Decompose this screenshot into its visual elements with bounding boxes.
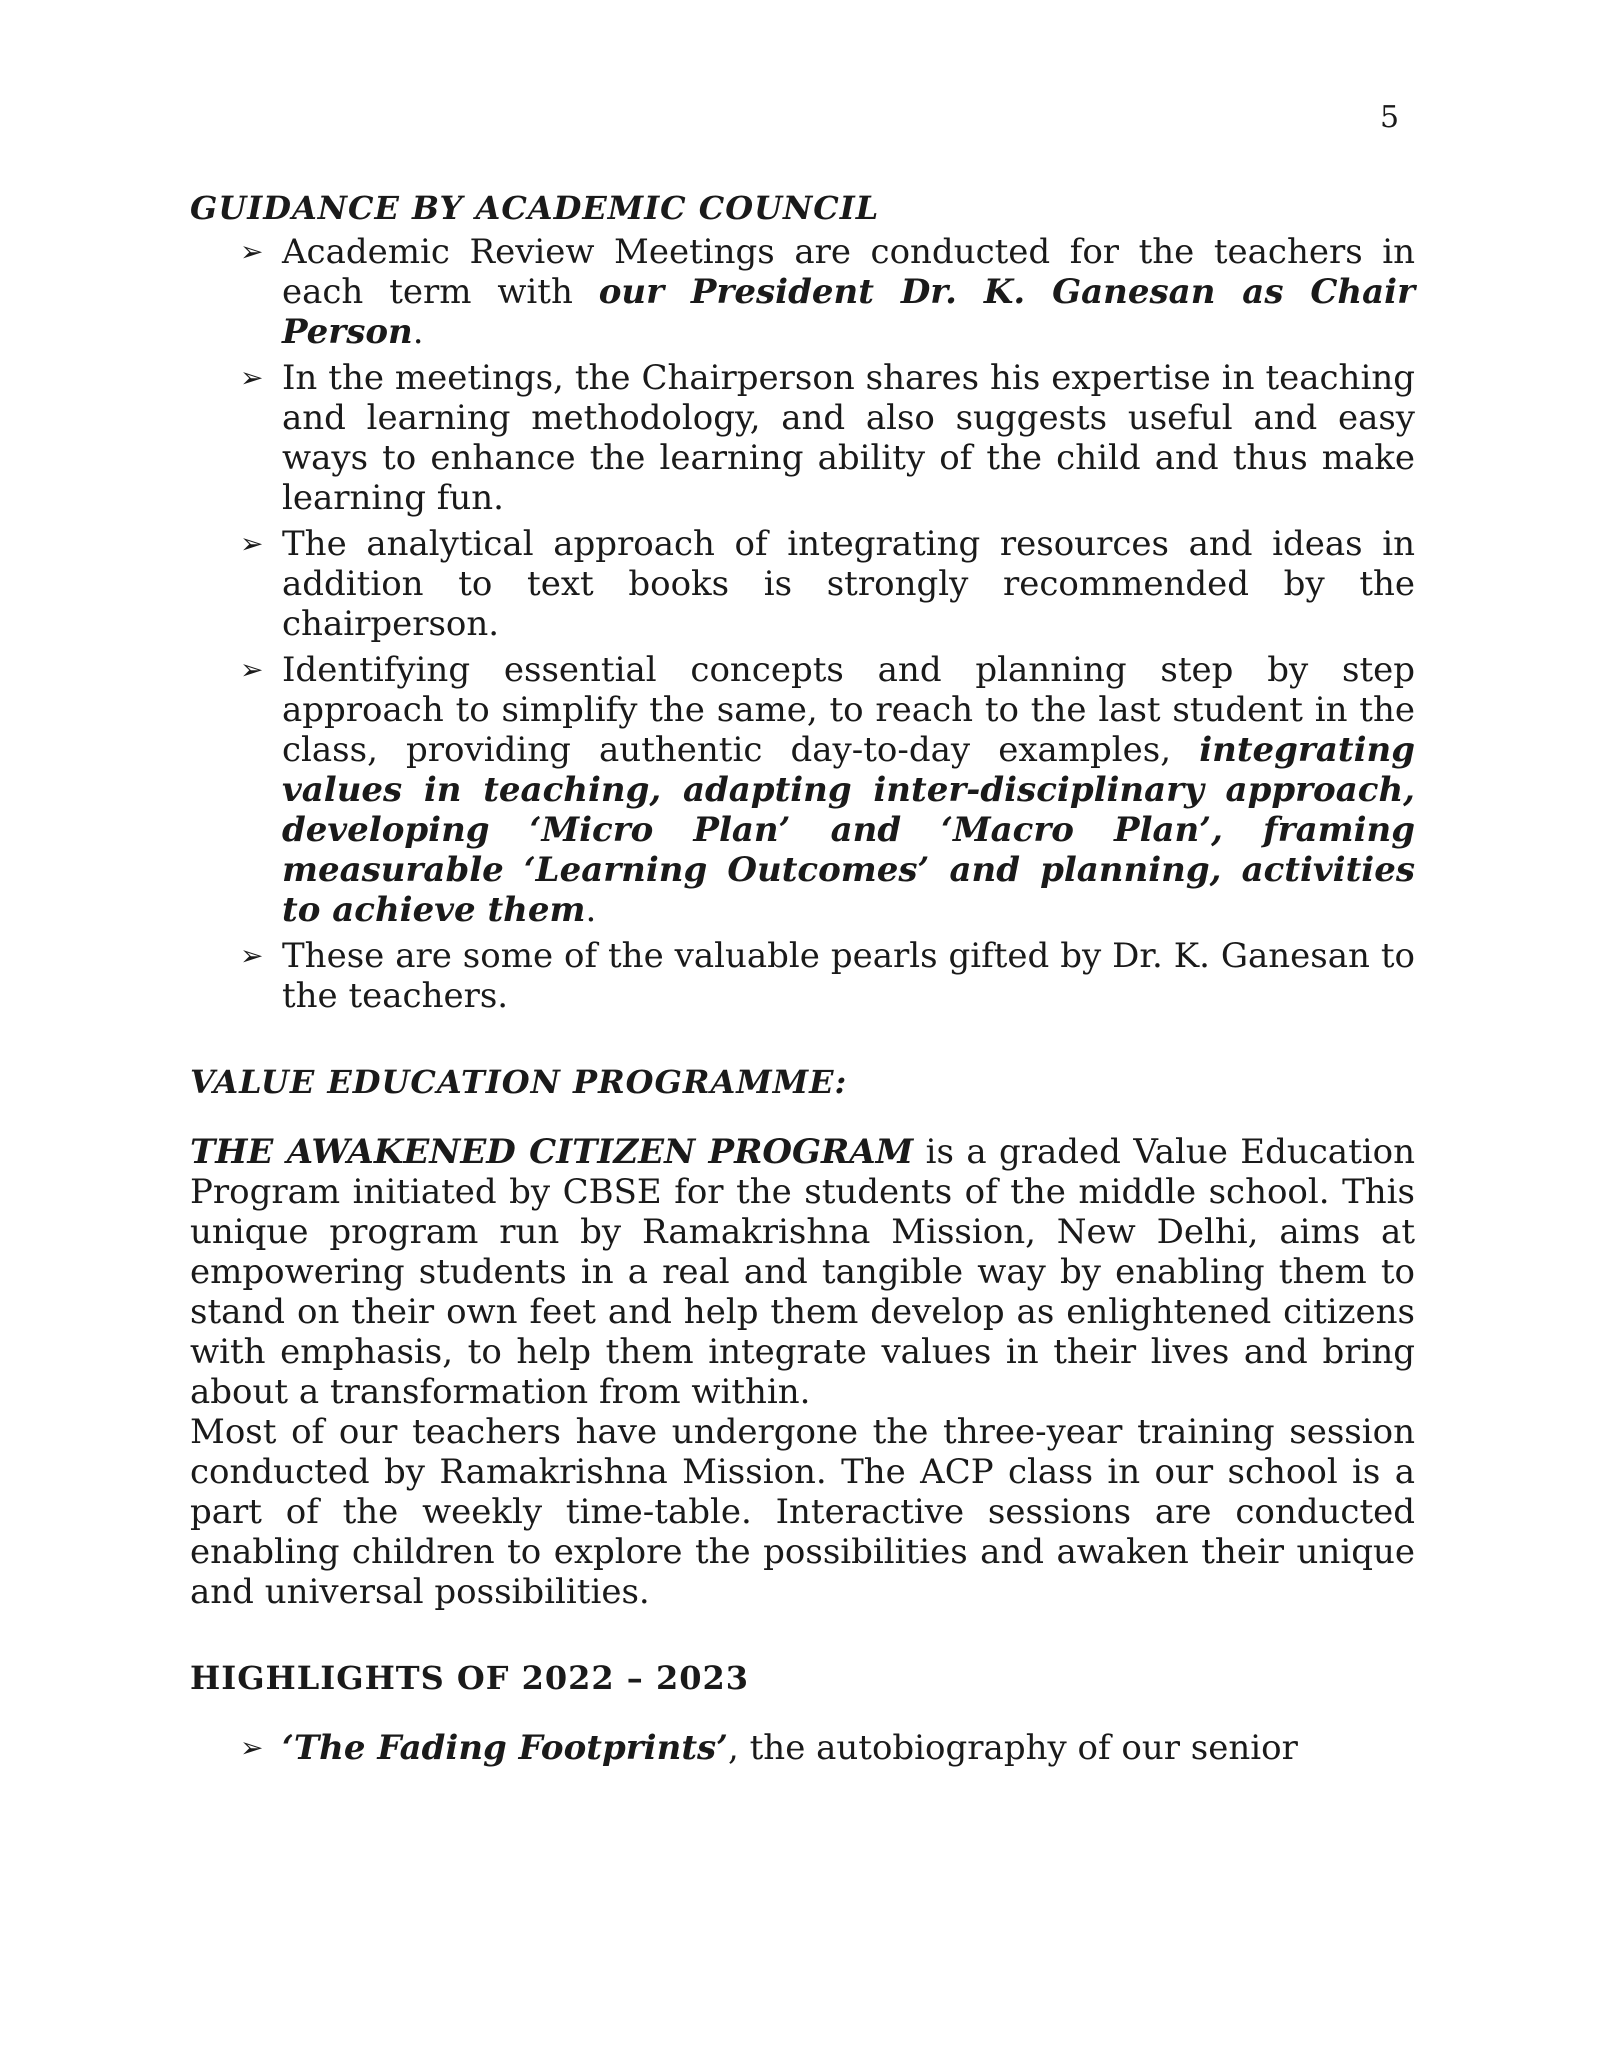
spacer <box>190 1612 1415 1658</box>
arrowhead-bullet-icon: ➢ <box>240 361 264 394</box>
bullet-text: The analytical approach of integrating resources and ideas in addition to text books is strongly recommended by the chairperson. <box>282 524 1415 644</box>
spacer <box>190 1102 1415 1132</box>
book-title: ‘The Fading Footprints’ <box>282 1728 729 1768</box>
arrowhead-bullet-icon: ➢ <box>240 653 264 686</box>
bullet-item <box>190 936 1415 1016</box>
bullet-text-end: . <box>412 312 424 352</box>
page-content <box>190 188 1415 1774</box>
bullet-bold-text: integrating values in teaching, adapting inter-disciplinary approach, developing ‘Micro Plan’ and ‘Macro Plan’, framing measurable ‘Learning Outcomes’ and planning, activities to achieve them <box>282 730 1415 930</box>
arrowhead-bullet-icon: ➢ <box>240 235 264 268</box>
bullet-text: Identifying essential concepts and planning step by step approach to simplify the same, to reach to the last student in the class, providing authentic day-to-day examples, <box>282 650 1415 770</box>
training-paragraph: Most of our teachers have undergone the three-year training session conducted by Ramakrishna Mission. The ACP class in our school is a part of the weekly time-table. Interactive sessions are conducted enabling children to explore the possibilities and awaken their unique and universal possibilities. <box>190 1412 1415 1612</box>
bullet-item <box>190 1728 1415 1768</box>
spacer <box>190 1022 1415 1062</box>
acp-program-name: THE AWAKENED CITIZEN PROGRAM <box>190 1132 914 1172</box>
bullet-text-end: . <box>585 890 597 930</box>
bullet-text: These are some of the valuable pearls gifted by Dr. K. Ganesan to the teachers. <box>282 936 1415 1016</box>
guidance-bullet-list <box>190 232 1415 1016</box>
acp-paragraph <box>190 1132 1415 1412</box>
arrowhead-bullet-icon: ➢ <box>240 939 264 972</box>
section-heading-guidance: GUIDANCE BY ACADEMIC COUNCIL <box>190 189 880 227</box>
section-heading-highlights: HIGHLIGHTS OF 2022 – 2023 <box>190 1659 749 1697</box>
bullet-item <box>190 650 1415 930</box>
bullet-text: In the meetings, the Chairperson shares his expertise in teaching and learning methodology, and also suggests useful and easy ways to enhance the learning ability of the child and thus make learning fun. <box>282 358 1415 518</box>
page-number: 5 <box>1380 100 1400 135</box>
bullet-text: , the autobiography of our senior <box>728 1728 1298 1768</box>
section-heading-value-education: VALUE EDUCATION PROGRAMME: <box>190 1063 848 1101</box>
bullet-bold-text: our President Dr. K. Ganesan as Chair Person <box>282 272 1415 352</box>
bullet-item <box>190 358 1415 518</box>
acp-description: is a graded Value Education Program initiated by CBSE for the students of the middle school. This unique program run by Ramakrishna Mission, New Delhi, aims at empowering students in a real and tangible way by enabling them to stand on their own feet and help them develop as enlightened citizens with emphasis, to help them integrate values in their lives and bring about a transformation from within. <box>190 1132 1415 1412</box>
bullet-item <box>190 524 1415 644</box>
bullet-text: Academic Review Meetings are conducted for the teachers in each term with <box>282 232 1415 312</box>
arrowhead-bullet-icon: ➢ <box>240 1731 264 1764</box>
arrowhead-bullet-icon: ➢ <box>240 527 264 560</box>
highlights-bullet-list <box>190 1728 1415 1768</box>
bullet-item <box>190 232 1415 352</box>
